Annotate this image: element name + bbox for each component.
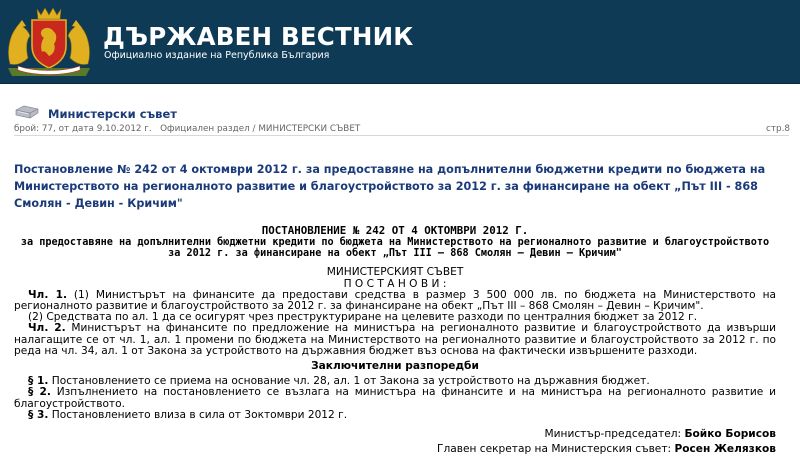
site-title[interactable]: ДЪРЖАВЕН ВЕСТНИК (103, 22, 414, 51)
coat-of-arms-icon[interactable] (4, 6, 94, 78)
paragraph-2-text: Изпълнението на постановлението се възлага на министъра на финансите и на министъра на регионалното развитие и благоустройството. (14, 386, 776, 410)
decree-heading: ПОСТАНОВЛЕНИЕ № 242 ОТ 4 ОКТОМВРИ 2012 Г. (261, 224, 529, 237)
article-1-label: Чл. 1. (28, 288, 67, 301)
paragraph-1-label: § 1. (28, 375, 49, 388)
article-1-paragraph-2: (2) Средствата по ал. 1 да се осигурят чрез преструктуриране на целевите разходи по централния бюджет за 2012 г. (28, 311, 698, 324)
document-body (14, 225, 776, 455)
site-subtitle: Официално издание на Република България (104, 50, 330, 61)
section-name: МИНИСТЕРСКИ СЪВЕТ (258, 124, 361, 134)
signature-name: Росен Желязков (674, 443, 776, 456)
paragraph-3-text: Постановлението влиза в сила от 3октомври 2012 г. (48, 408, 348, 421)
issue-info: брой: 77, от дата 9.10.2012 г. (14, 124, 152, 134)
article-1-paragraph-1: (1) Министърът на финансите да предостави средства в размер 3 500 000 лв. по бюджета на Министерството на регионалното развитие и благоустройството за 2012 г. за финансиране на обект „Път III – 868 Смолян – Девин – Кричим". (14, 288, 776, 312)
breadcrumb-separator: / (252, 124, 256, 134)
council-label: МИНИСТЕРСКИЯТ СЪВЕТ (326, 266, 464, 279)
page-number: стр.8 (766, 124, 790, 134)
signature-chief-secretary (14, 444, 776, 455)
signature-role: Главен секретар на Министерския съвет: (437, 443, 675, 456)
paragraph-3-label: § 3. (28, 408, 49, 421)
document-title: Постановление № 242 от 4 октомври 2012 г. за предоставяне на допълнителни бюджетни кредити по бюджета на Министерството на регионалното развитие и благоустройството за 2012 г. за финансиране на обект „Път III - 868 Смолян - Девин - Кричим" (14, 163, 766, 210)
signature-name: Бойко Борисов (684, 427, 776, 440)
section-label: Официален раздел (160, 124, 250, 134)
folder-icon (14, 104, 40, 120)
paragraph-2-label: § 2. (28, 386, 51, 399)
divider (14, 135, 789, 136)
article-2-label: Чл. 2. (28, 322, 66, 335)
paragraph-1-text: Постановлението се приема на основание чл. 28, ал. 1 от Закона за устройството на държавния бюджет. (48, 375, 650, 388)
issue-meta (14, 124, 360, 134)
paragraph-3 (14, 410, 776, 421)
final-provisions-heading: Заключителни разпоредби (311, 359, 479, 372)
signature-prime-minister (14, 429, 776, 440)
section-title[interactable]: Министерски съвет (48, 107, 177, 121)
article-2-text: Министърът на финансите по предложение на министъра на регионалното развитие и благоустройството да извърши налагащите се от чл. 1, ал. 1 промени по бюджета на Министерството на регионалното развитие и благоустройството за 2012 г. по реда на чл. 34, ал. 1 от Закона за устройството на държавния бюджет въз основа на фактически извършените разходи. (14, 322, 776, 357)
decree-subheading: за предоставяне на допълнителни бюджетни кредити по бюджета на Министерството на регионалното развитие и благоустройството за 2012 г. за финансиране на обект „Път III – 868 Смолян – Девин – Кричим" (20, 236, 770, 259)
article-1 (14, 290, 776, 312)
article-2 (14, 323, 776, 357)
decrees-label: П О С Т А Н О В И : (343, 277, 447, 290)
site-header (0, 0, 800, 84)
signature-role: Министър-председател: (544, 427, 685, 440)
paragraph-2 (14, 387, 776, 409)
